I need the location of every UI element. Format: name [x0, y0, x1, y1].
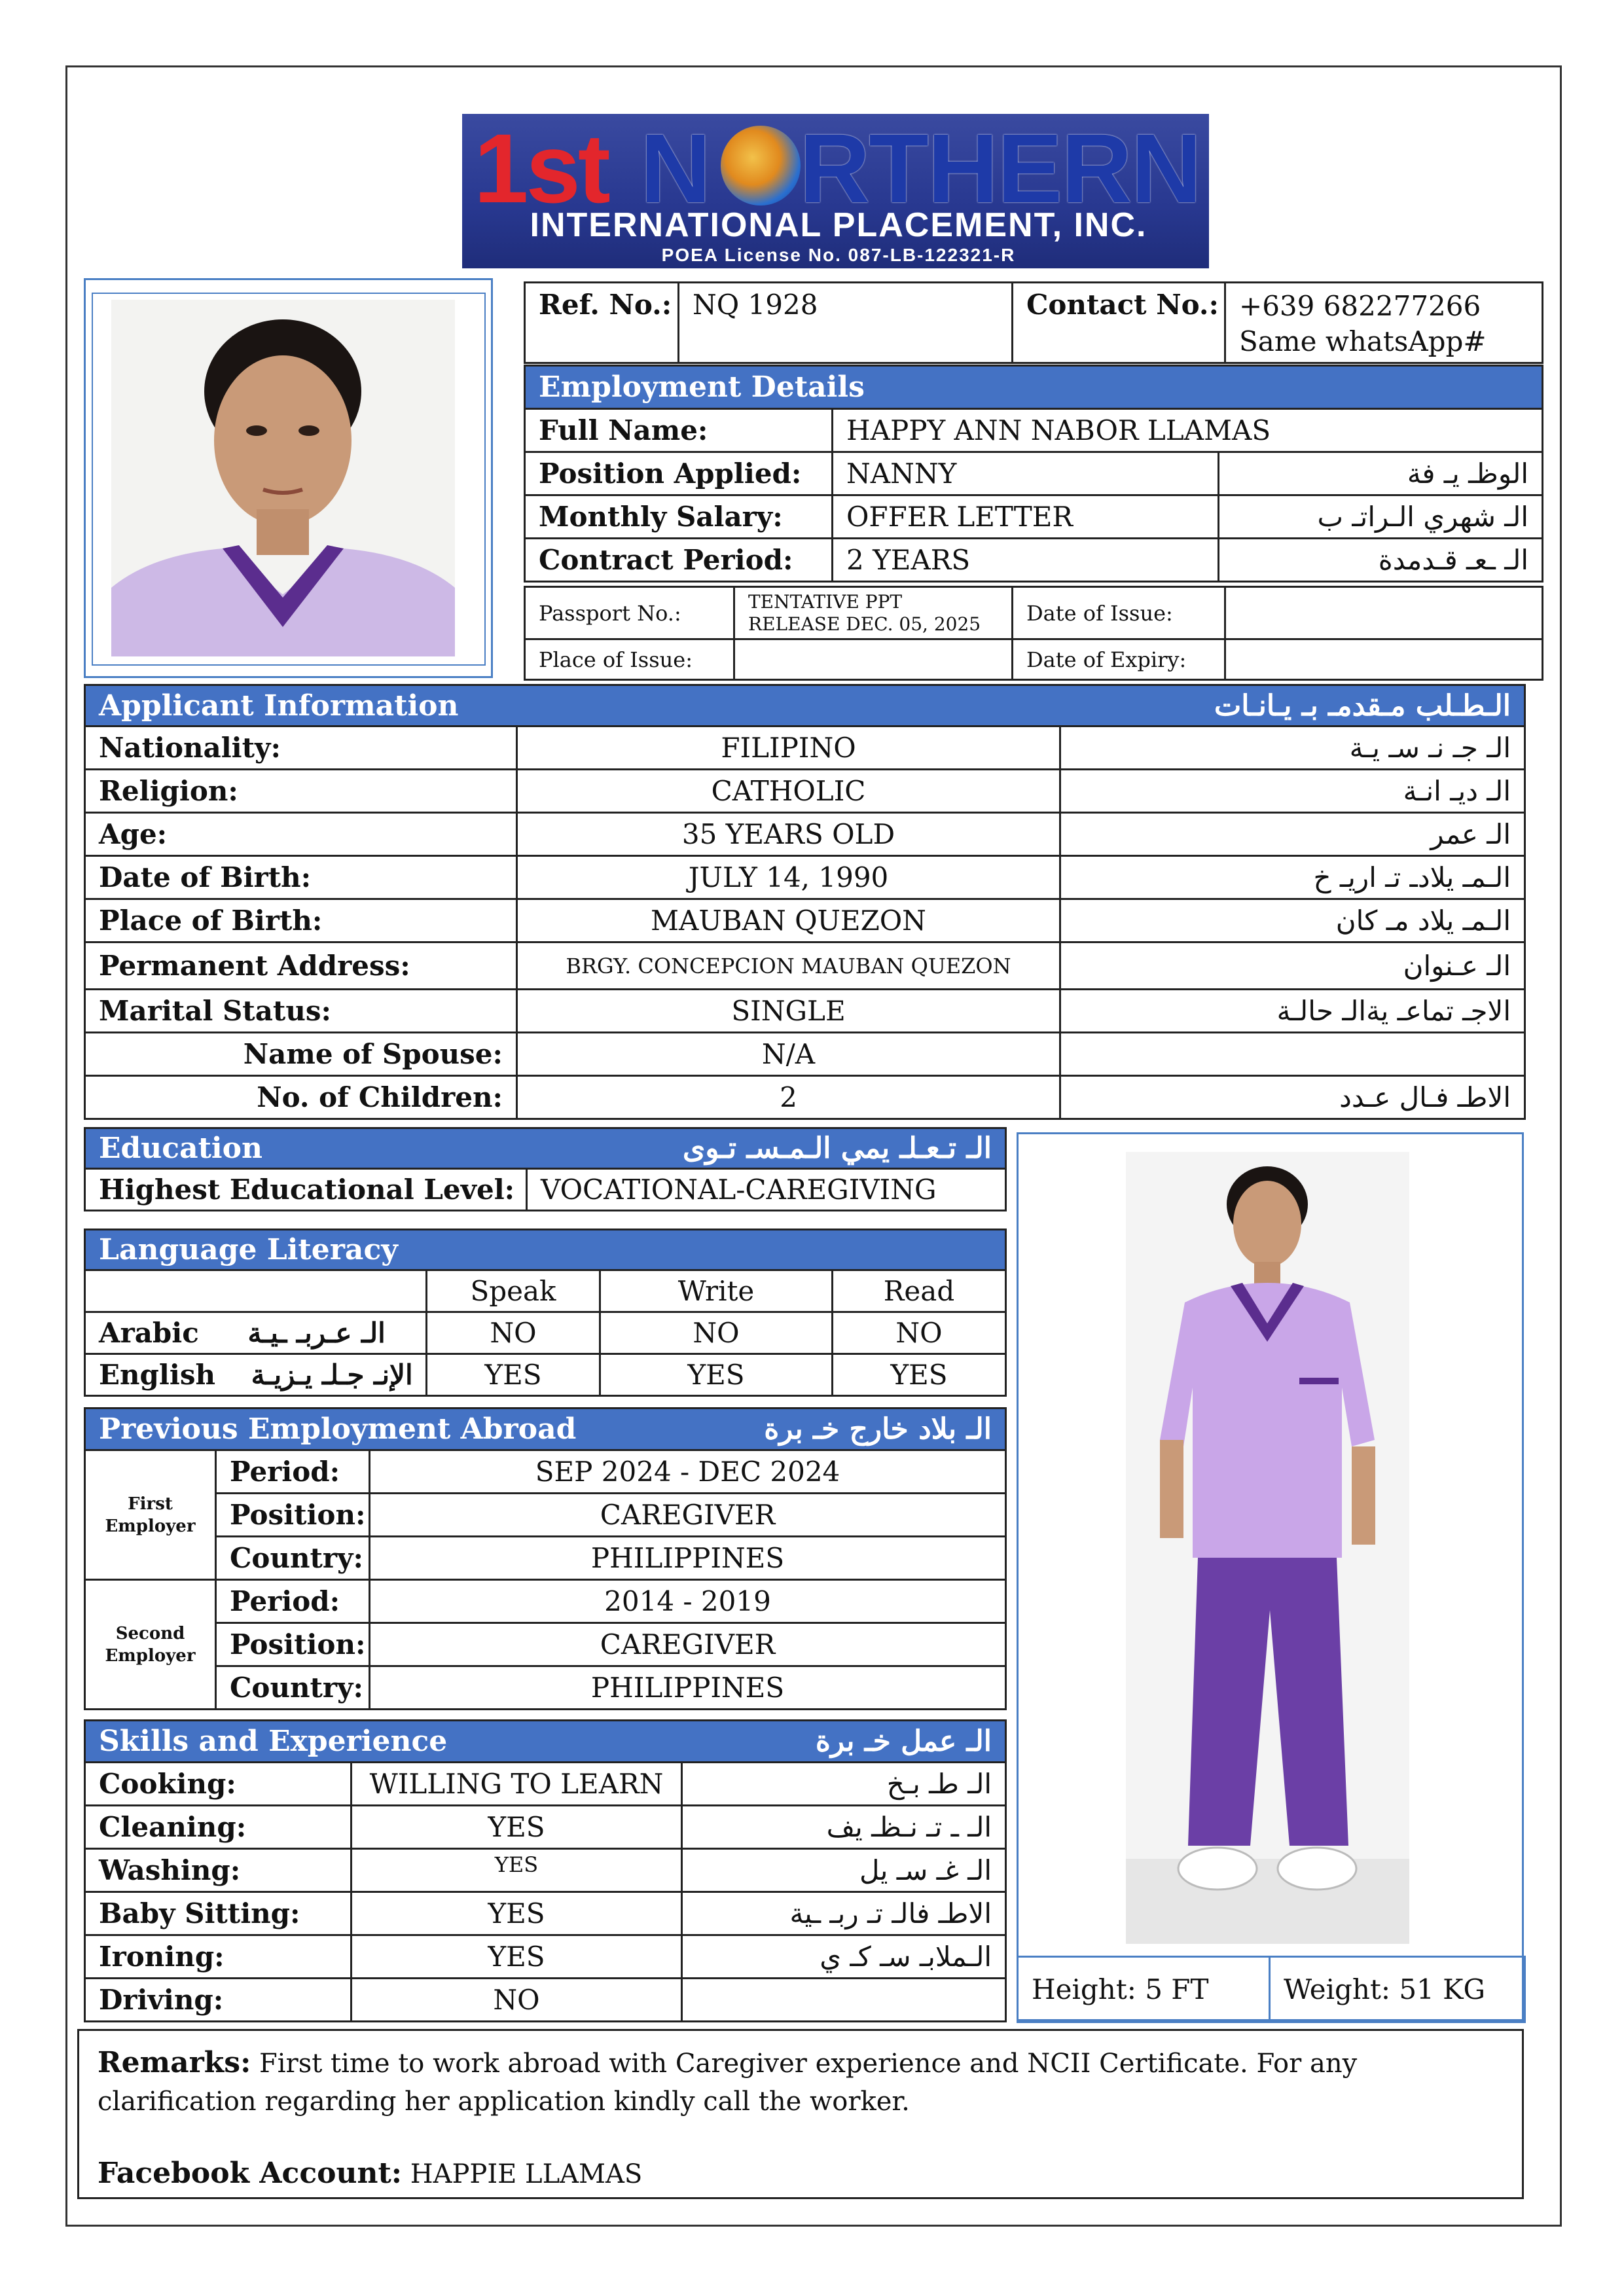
- education-header-arabic: الـ تـعـلـ يمي الـمـسـ تـوى: [682, 1132, 992, 1165]
- contract-label: Contract Period:: [525, 539, 833, 582]
- height-value: Height: 5 FT: [1018, 1957, 1270, 2022]
- place-of-issue-label: Place of Issue:: [525, 639, 734, 680]
- salary-value: OFFER LETTER: [833, 495, 1219, 539]
- age-arabic: الـ عمر: [1060, 813, 1525, 856]
- driving-value: NO: [352, 1979, 682, 2022]
- education-level-value: VOCATIONAL-CAREGIVING: [527, 1169, 1006, 1211]
- education-level-label: Highest Educational Level:: [85, 1169, 527, 1211]
- issue-date-value: [1225, 587, 1543, 639]
- spouse-arabic: [1060, 1033, 1525, 1076]
- remarks-box: [77, 2029, 1524, 2199]
- language-corner-cell: [85, 1270, 427, 1312]
- dob-value: JULY 14, 1990: [517, 856, 1060, 899]
- applicant-header: [85, 685, 1525, 726]
- driving-arabic: [682, 1979, 1006, 2022]
- applicant-header-arabic: الـطـلب مـقدمـ بـ يـانـات: [1214, 689, 1511, 723]
- contract-arabic: الـ ـعـ قـدمدة: [1219, 539, 1543, 582]
- contact-label: Contact No.:: [1013, 283, 1225, 363]
- children-value: 2: [517, 1076, 1060, 1119]
- age-label: Age:: [85, 813, 517, 856]
- second-employer-label: Second Employer: [85, 1580, 216, 1710]
- baby-sitting-label: Baby Sitting:: [85, 1892, 352, 1935]
- expiry-date-label: Date of Expiry:: [1013, 639, 1225, 680]
- nationality-arabic: الـ جـ نـ سـ يـة: [1060, 726, 1525, 770]
- first-period-value: SEP 2024 - DEC 2024: [370, 1450, 1006, 1494]
- remarks-text: First time to work abroad with Caregiver experience and NCII Certificate. For any clarification regarding her application kindly call the worker.: [98, 2049, 1358, 2117]
- logo-license: POEA License No. 087-LB-122321-R: [661, 245, 1016, 265]
- cleaning-value: YES: [352, 1806, 682, 1849]
- full-name-value: HAPPY ANN NABOR LLAMAS: [833, 409, 1543, 452]
- position-label: Position Applied:: [525, 452, 833, 495]
- cooking-label: Cooking:: [85, 1763, 352, 1806]
- expiry-date-value: [1225, 639, 1543, 680]
- logo-1st-text: 1st: [474, 114, 608, 223]
- facebook-line: [98, 2155, 1504, 2193]
- first-country-label: Country:: [216, 1537, 370, 1580]
- ref-contact-table: [524, 281, 1543, 364]
- dob-arabic: الـمـ يلادـ تـ اريـ خ: [1060, 856, 1525, 899]
- globe-icon: [721, 126, 801, 206]
- spouse-label: Name of Spouse:: [85, 1033, 517, 1076]
- first-employer-label: First Employer: [85, 1450, 216, 1580]
- cooking-value: WILLING TO LEARN: [352, 1763, 682, 1806]
- cooking-arabic: الـ طـ بـخ: [682, 1763, 1006, 1806]
- passport-number-label: Passport No.:: [525, 587, 734, 639]
- marital-label: Marital Status:: [85, 990, 517, 1033]
- read-column-header: Read: [833, 1270, 1006, 1312]
- facebook-value: HAPPIE LLAMAS: [410, 2159, 643, 2189]
- contract-value: 2 YEARS: [833, 539, 1219, 582]
- previous-employment-header: [85, 1408, 1006, 1450]
- arabic-speak: NO: [427, 1312, 600, 1354]
- arabic-language-label: Arabic: [99, 1317, 199, 1349]
- pob-arabic: الـمـ يلاد مـ كان: [1060, 899, 1525, 942]
- second-position-label: Position:: [216, 1623, 370, 1666]
- children-arabic: الاطـ فـال عـدد: [1060, 1076, 1525, 1119]
- weight-value: Weight: 51 KG: [1270, 1957, 1525, 2022]
- ironing-label: Ironing:: [85, 1935, 352, 1979]
- arabic-language-cell: [85, 1312, 427, 1354]
- cleaning-arabic: الـ ـ تـ نـظـ يف: [682, 1806, 1006, 1849]
- education-header-title: Education: [99, 1132, 262, 1165]
- salary-arabic: الـ شهري الـراتـ ب: [1219, 495, 1543, 539]
- portrait-photo: [111, 300, 455, 656]
- english-write: YES: [600, 1354, 833, 1396]
- full-name-label: Full Name:: [525, 409, 833, 452]
- contact-cell: [1225, 283, 1543, 363]
- first-position-label: Position:: [216, 1494, 370, 1537]
- skills-header-arabic: الـ عمل خـ برة: [815, 1725, 992, 1758]
- cleaning-label: Cleaning:: [85, 1806, 352, 1849]
- english-language-arabic: الإنـ جـلـ يـزيـة: [251, 1359, 413, 1391]
- language-header: Language Literacy: [85, 1230, 1006, 1270]
- first-country-value: PHILIPPINES: [370, 1537, 1006, 1580]
- marital-value: SINGLE: [517, 990, 1060, 1033]
- dob-label: Date of Birth:: [85, 856, 517, 899]
- first-position-value: CAREGIVER: [370, 1494, 1006, 1537]
- english-read: YES: [833, 1354, 1006, 1396]
- pob-value: MAUBAN QUEZON: [517, 899, 1060, 942]
- skills-table: [84, 1719, 1007, 2022]
- write-column-header: Write: [600, 1270, 833, 1312]
- age-value: 35 YEARS OLD: [517, 813, 1060, 856]
- full-body-photo: [1126, 1152, 1409, 1944]
- pob-label: Place of Birth:: [85, 899, 517, 942]
- company-logo: [462, 114, 1209, 268]
- arabic-read: NO: [833, 1312, 1006, 1354]
- issue-date-label: Date of Issue:: [1013, 587, 1225, 639]
- logo-rthern-text: RTHERN: [799, 114, 1200, 223]
- position-arabic: الوظـ يـ فة: [1219, 452, 1543, 495]
- baby-sitting-arabic: الاطـ فالـ تـ ربـ ـية: [682, 1892, 1006, 1935]
- religion-value: CATHOLIC: [517, 770, 1060, 813]
- remarks-paragraph: [98, 2044, 1504, 2121]
- second-country-value: PHILIPPINES: [370, 1666, 1006, 1710]
- washing-arabic: الـ غـ سـ يل: [682, 1849, 1006, 1892]
- facebook-label: Facebook Account:: [98, 2157, 403, 2190]
- speak-column-header: Speak: [427, 1270, 600, 1312]
- baby-sitting-value: YES: [352, 1892, 682, 1935]
- english-language-cell: [85, 1354, 427, 1396]
- place-of-issue-value: [734, 639, 1013, 680]
- logo-n-text: N: [640, 114, 710, 223]
- second-period-value: 2014 - 2019: [370, 1580, 1006, 1623]
- education-table: [84, 1127, 1007, 1211]
- ironing-value: YES: [352, 1935, 682, 1979]
- second-period-label: Period:: [216, 1580, 370, 1623]
- english-language-label: English: [99, 1359, 216, 1391]
- skills-header: [85, 1721, 1006, 1763]
- passport-table: [524, 586, 1543, 681]
- arabic-language-arabic: الـ عـربـ ـيـة: [247, 1317, 386, 1349]
- religion-arabic: الـ ديـ انـة: [1060, 770, 1525, 813]
- skills-header-title: Skills and Experience: [99, 1725, 448, 1758]
- previous-employment-arabic: الـ بلاد خارج خـ برة: [764, 1412, 992, 1446]
- nationality-label: Nationality:: [85, 726, 517, 770]
- ref-label: Ref. No.:: [525, 283, 679, 363]
- english-speak: YES: [427, 1354, 600, 1396]
- contact-value: +639 682277266: [1239, 290, 1481, 322]
- passport-number-value: TENTATIVE PPT RELEASE DEC. 05, 2025: [734, 587, 1013, 639]
- position-value: NANNY: [833, 452, 1219, 495]
- address-value: BRGY. CONCEPCION MAUBAN QUEZON: [517, 942, 1060, 990]
- remarks-label: Remarks:: [98, 2046, 251, 2079]
- applicant-info-table: [84, 684, 1526, 1120]
- ref-value: NQ 1928: [679, 283, 1013, 363]
- second-country-label: Country:: [216, 1666, 370, 1710]
- address-label: Permanent Address:: [85, 942, 517, 990]
- arabic-write: NO: [600, 1312, 833, 1354]
- employment-header: Employment Details: [525, 366, 1543, 409]
- employment-details-table: [524, 365, 1543, 583]
- contact-note: Same whatsApp#: [1239, 325, 1487, 357]
- body-measurements-table: [1017, 1956, 1526, 2023]
- nationality-value: FILIPINO: [517, 726, 1060, 770]
- previous-employment-table: [84, 1407, 1007, 1710]
- second-position-value: CAREGIVER: [370, 1623, 1006, 1666]
- address-arabic: الـ عـنوان: [1060, 942, 1525, 990]
- education-header: [85, 1128, 1006, 1169]
- washing-label: Washing:: [85, 1849, 352, 1892]
- logo-subtitle: INTERNATIONAL PLACEMENT, INC.: [530, 206, 1147, 244]
- previous-employment-title: Previous Employment Abroad: [99, 1412, 577, 1446]
- spouse-value: N/A: [517, 1033, 1060, 1076]
- language-literacy-table: [84, 1229, 1007, 1397]
- first-period-label: Period:: [216, 1450, 370, 1494]
- religion-label: Religion:: [85, 770, 517, 813]
- driving-label: Driving:: [85, 1979, 352, 2022]
- applicant-header-title: Applicant Information: [99, 689, 459, 723]
- children-label: No. of Children:: [85, 1076, 517, 1119]
- marital-arabic: الاجـ تماعـ يةالـ حالـة: [1060, 990, 1525, 1033]
- ironing-arabic: الـملابـ سـ كـ ي: [682, 1935, 1006, 1979]
- washing-value: YES: [352, 1849, 682, 1892]
- salary-label: Monthly Salary:: [525, 495, 833, 539]
